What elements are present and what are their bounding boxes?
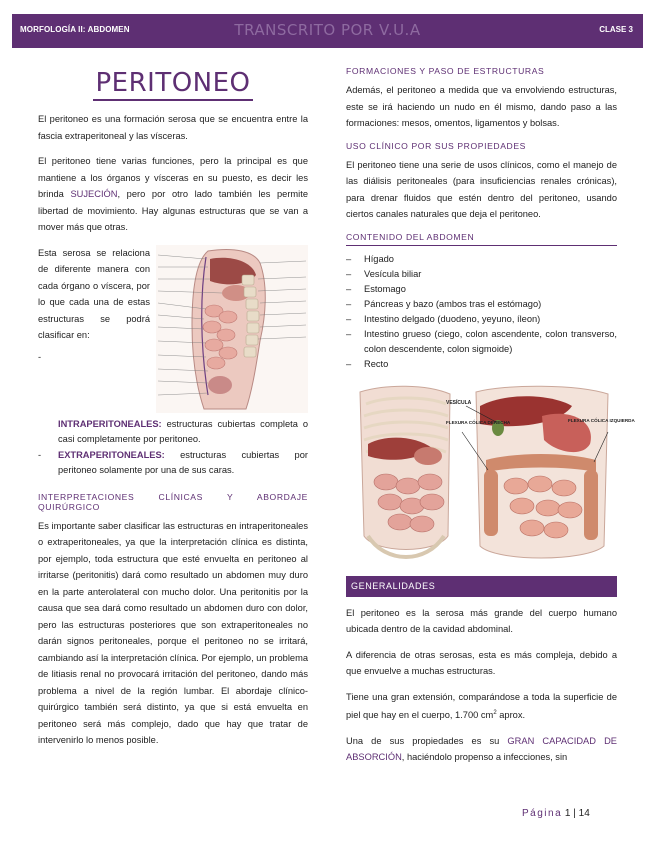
page-footer — [522, 808, 590, 819]
page-number: 1 — [564, 808, 571, 819]
abdominal-organs-figure — [346, 386, 635, 564]
section-clinical-interpretation: INTERPRETACIONES CLÍNICAS Y ABORDAJE QUIRÚRGICO — [38, 491, 308, 512]
label-flexura-izquierda: FLEXURA CÓLICA IZQUIERDA — [568, 417, 635, 423]
generalidades-paragraph-3: Tiene una gran extensión, comparándose a toda la superficie de piel que hay en el cuerpo, 1.700 $cm^2$ aprox. — [346, 691, 617, 721]
header-subject: MORFOLOGÍA II: ABDOMEN — [20, 25, 130, 34]
generalidades-paragraph-4: Una de sus propiedades es su GRAN CAPACIDAD DE ABSORCIÓN, haciéndolo propenso a infecciones, sin — [346, 735, 617, 763]
page-total: 14 — [578, 808, 590, 819]
peritoneal-classification-list — [38, 350, 308, 478]
list-item: – Recto — [346, 358, 389, 369]
term-extraperitoneales: EXTRAPERITONEALES: — [58, 449, 165, 460]
term-intraperitoneales: INTRAPERITONEALES: — [58, 418, 162, 429]
page-title: PERITONEO — [93, 68, 252, 101]
section-abdomen-contents: CONTENIDO DEL ABDOMEN — [346, 232, 617, 246]
header-class: CLASE 3 — [599, 25, 633, 34]
list-item: – Vesícula biliar — [346, 268, 422, 279]
list-item: - INTRAPERITONEALES: estructuras cubiertas completa o casi completamente por peritoneo. — [38, 351, 308, 444]
list-item: – Intestino grueso (ciego, colon ascendente, colon transverso, colon descendente, colon sigmoide) — [346, 328, 617, 354]
section-formations: FORMACIONES Y PASO DE ESTRUCTURAS — [346, 66, 545, 76]
abdomen-contents-list — [346, 252, 617, 372]
highlight-absorcion: GRAN CAPACIDAD DE ABSORCIÓN — [346, 735, 617, 763]
classification-block — [38, 245, 308, 344]
classification-intro: Esta serosa se relaciona de diferente manera con cada órgano o víscera, por lo que cada una de estas estructuras se podrá clasificar en: — [38, 247, 150, 340]
intro-paragraph: El peritoneo es una formación serosa que se encuentra entre la fascia extraperitoneal y las vísceras. — [38, 114, 308, 141]
header-transcriber: TRANSCRITO POR V.U.A — [234, 21, 421, 39]
page-header — [12, 14, 643, 48]
left-column — [38, 62, 308, 758]
list-item: – Hígado — [346, 253, 394, 264]
formations-paragraph: Además, el peritoneo a medida que va envolviendo estructuras, este se irá haciendo un nudo en él mismo, dando paso a las formaciones: mesos, omentos, ligamentos y bolsas. — [346, 85, 617, 128]
section-generalidades: GENERALIDADES — [346, 576, 617, 597]
right-column — [346, 62, 635, 775]
list-item: – Páncreas y bazo (ambos tras el estómago) — [346, 298, 542, 309]
section-clinical-use: USO CLÍNICO POR SUS PROPIEDADES — [346, 140, 527, 151]
page-separator: | — [573, 808, 576, 819]
generalidades-paragraph-1: El peritoneo es la serosa más grande del cuerpo humano ubicada dentro de la cavidad abdominal. — [346, 607, 617, 634]
generalidades-paragraph-2: A diferencia de otras serosas, esta es más compleja, debido a que envuelve a muchas estructuras. — [346, 649, 617, 676]
page-label: Página — [522, 808, 563, 819]
abdominal-organs-illustration — [346, 386, 635, 564]
list-item: – Estomago — [346, 283, 406, 294]
highlight-sujecion: SUJECIÓN — [70, 189, 118, 199]
list-item: - EXTRAPERITONEALES: estructuras cubiertas por peritoneo solamente por una de sus caras. — [38, 449, 308, 475]
clinical-use-paragraph: El peritoneo tiene una serie de usos clínicos, como el manejo de las diálisis peritoneales (para insuficiencias renales crónicas), para drenar fluidos que estén dentro del peritoneo, usando ciertos canales naturales que deja el peritoneo. — [346, 159, 617, 219]
functions-paragraph: El peritoneo tiene varias funciones, pero la principal es que mantiene a los órganos y vísceras en su puesto, es decir les brinda SUJECIÓN, pero por otro lado también les permite libertad de movimiento. Hay algunas estructuras que se van a mover más que otras. — [38, 156, 308, 232]
list-item: – Intestino delgado (duodeno, yeyuno, íleon) — [346, 313, 541, 324]
label-flexura-derecha: FLEXURA CÓLICA DERECHA — [446, 419, 511, 425]
label-vesicula: VESÍCULA — [446, 399, 472, 406]
clinical-paragraph: Es importante saber clasificar las estructuras en intraperitoneales o extraperitoneales, ya que la interpretación clínica es distinta, por ejemplo, toda estructura que esté envuelta en peritoneo al irritarse (peritonitis) dará como resultado un abdomen muy duro en la parte anterolateral con mucho dolor. Una peritonitis por la causa que sea dará como resultado un abdomen duro con dolor, pero las estructuras posteriores que son extraperitoneales no darán signos peritoneales, porque el peritoneo no se irritará, cambiando así la interpretación clínica. Por ejemplo, un problema de litiasis renal no provocará irritación del peritoneo, dando más problema a nivel de la región lumbar. El abordaje clínico-quirúrgico también será distinto, ya que si está envuelta en peritoneo será más complejo, dado que hay que tratar de intervenirlo lo menos posible. — [38, 520, 308, 745]
